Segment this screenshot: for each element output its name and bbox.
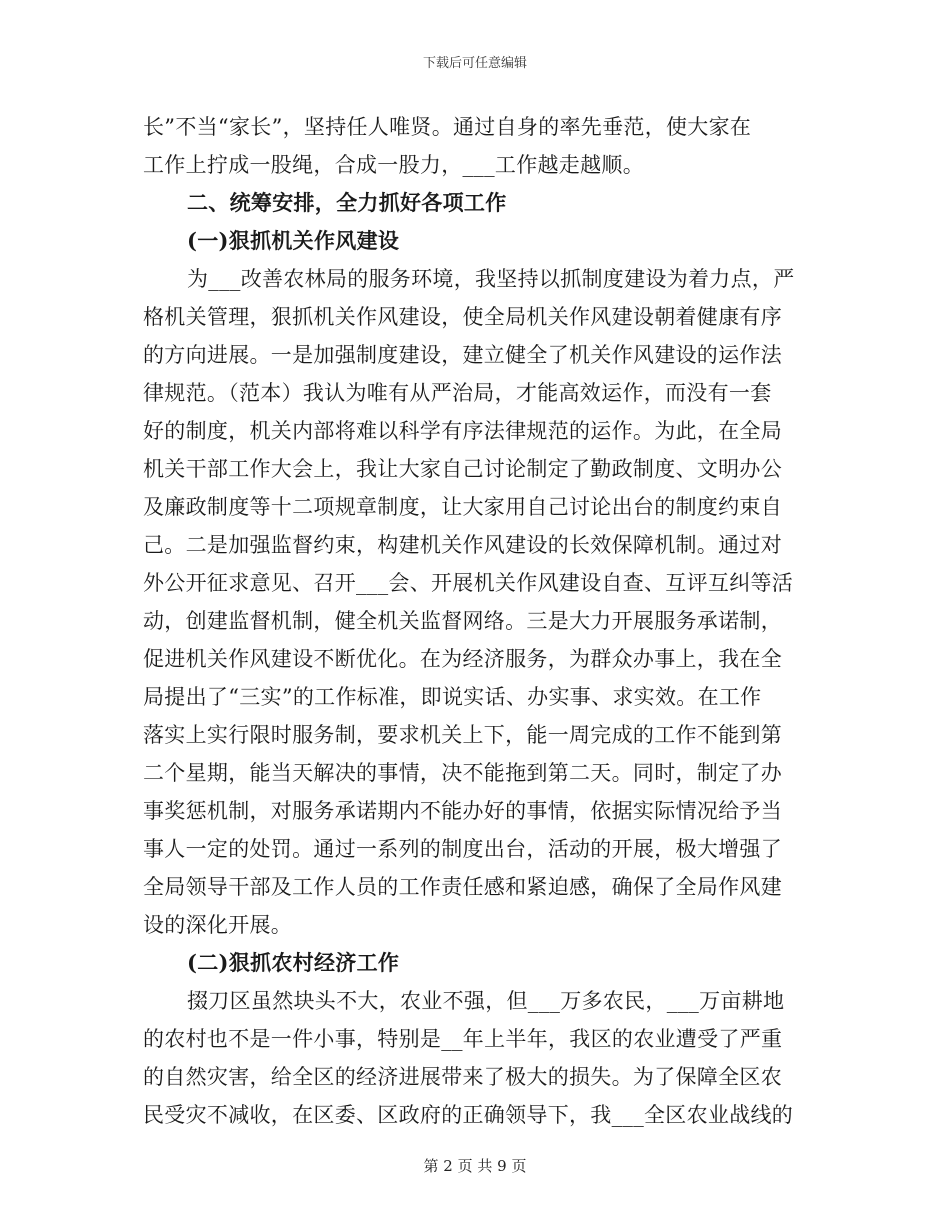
text-line: 落实上实行限时服务制，要求机关上下，能一周完成的工作不能到第 <box>143 723 782 747</box>
text-line: 掇刀区虽然块头不大，农业不强，但___万多农民，___万亩耕地 <box>187 989 785 1013</box>
document-body <box>143 108 803 1134</box>
text-line: 好的制度，机关内部将难以科学有序法律规范的运作。为此，在全局 <box>143 419 782 443</box>
section-heading: (一)狠抓机关作风建设 <box>187 228 400 253</box>
text-line: 全局领导干部及工作人员的工作责任感和紧迫感，确保了全局作风建 <box>143 875 782 899</box>
text-line: 律规范。（范本）我认为唯有从严治局，才能高效运作，而没有一套 <box>143 381 772 405</box>
text-line: 二个星期，能当天解决的事情，决不能拖到第二天。同时，制定了办 <box>143 761 782 785</box>
section-heading: (二)狠抓农村经济工作 <box>187 950 400 975</box>
text-line: 的农村也不是一件小事，特别是__年上半年，我区的农业遭受了严重 <box>143 1027 783 1051</box>
section-heading: 二、统筹安排，全力抓好各项工作 <box>187 190 507 215</box>
text-line: 促进机关作风建设不断优化。在为经济服务，为群众办事上，我在全 <box>143 647 782 671</box>
text-line: 及廉政制度等十二项规章制度，让大家用自己讨论出台的制度约束自 <box>143 495 782 519</box>
page-footer: 第 2 页 共 9 页 <box>423 1157 527 1175</box>
text-line: 为___改善农林局的服务环境，我坚持以抓制度建设为着力点，严 <box>187 267 795 291</box>
text-line: 事奖惩机制，对服务承诺期内不能办好的事情，依据实际情况给予当 <box>143 799 782 823</box>
text-line: 事人一定的处罚。通过一系列的制度出台，活动的开展，极大增强了 <box>143 837 782 861</box>
text-line: 动，创建监督机制，健全机关监督网络。三是大力开展服务承诺制， <box>143 609 782 633</box>
text-line: 长”不当“家长”，坚持任人唯贤。通过自身的率先垂范，使大家在 <box>143 115 752 139</box>
text-line: 局提出了“三实”的工作标准，即说实话、办实事、求实效。在工作 <box>143 685 762 709</box>
text-line: 的方向进展。一是加强制度建设，建立健全了机关作风建设的运作法 <box>143 343 782 367</box>
page-header: 下载后可任意编辑 <box>422 56 527 71</box>
text-line: 民受灾不减收，在区委、区政府的正确领导下，我___全区农业战线的 <box>143 1103 794 1127</box>
text-line: 设的深化开展。 <box>143 913 293 937</box>
text-line: 外公开征求意见、召开___会、开展机关作风建设自查、互评互纠等活 <box>143 571 794 595</box>
text-line: 的自然灾害，给全区的经济进展带来了极大的损失。为了保障全区农 <box>143 1065 782 1089</box>
text-line: 己。二是加强监督约束，构建机关作风建设的长效保障机制。通过对 <box>143 533 782 557</box>
text-line: 格机关管理，狠抓机关作风建设，使全局机关作风建设朝着健康有序 <box>143 305 782 329</box>
text-line: 工作上拧成一股绳，合成一股力，___工作越走越顺。 <box>143 153 644 177</box>
text-line: 机关干部工作大会上，我让大家自己讨论制定了勤政制度、文明办公 <box>143 457 782 481</box>
